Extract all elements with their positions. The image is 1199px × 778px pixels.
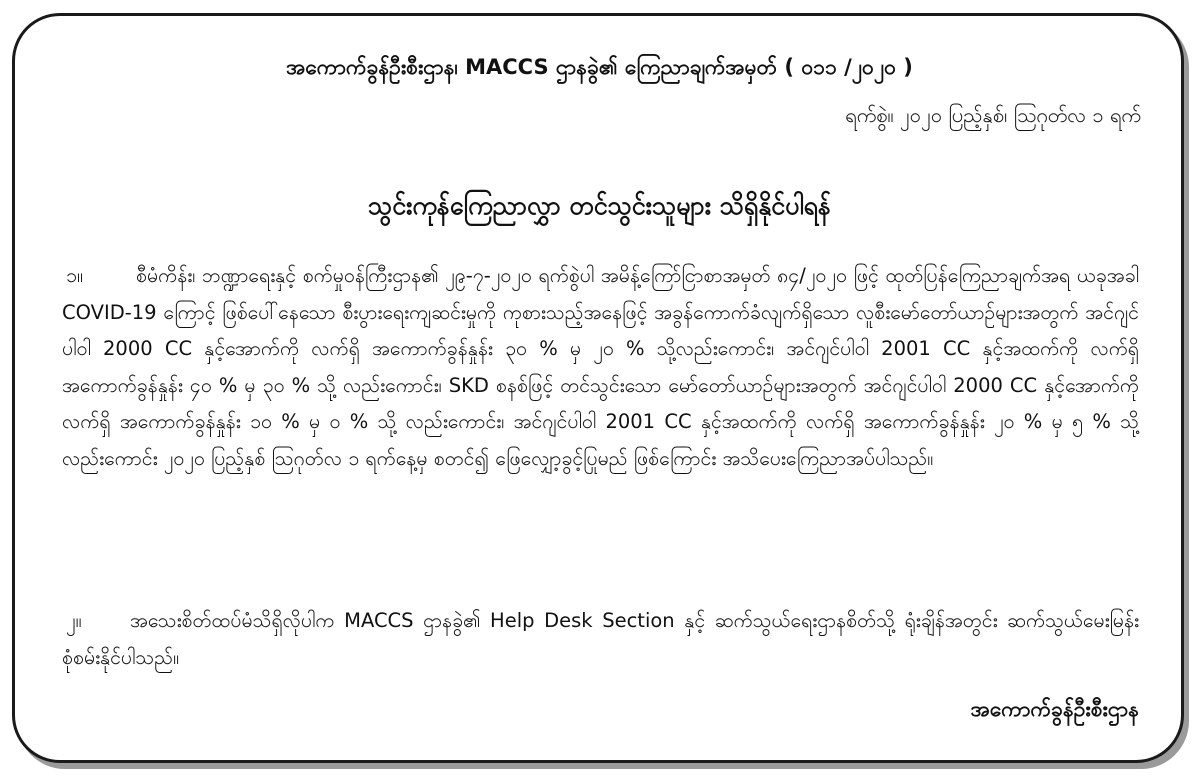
signature: အကောက်ခွန်ဦးစီးဌာန bbox=[970, 697, 1139, 721]
paragraph-1-text: စီမံကိန်း၊ ဘဏ္ဍာရေးနှင့် စက်မှုဝန်ကြီးဌာန၏ ၂၉-၇-၂၀၂၀ ရက်စွဲပါ အမိန့်ကြော်ငြာစာအမှတ် ၈၄/၂၀၂၀ ဖြင့် ထုတ်ပြန်ကြေညာချက်အရ ယခုအခါ COVID-19 ကြောင့် ဖြစ်ပေါ်နေသော စီးပွားရေးကျဆင်းမှုကို ကုစားသည့်အနေဖြင့် အခွန်ကောက်ခံလျက်ရှိသော လူစီးမော်တော်ယာဉ်များအတွက် အင်ဂျင်ပါဝါ 2000 CC နှင့်အောက်ကို လက်ရှိ အကောက်ခွန်နှုန်း ၃၀ % မှ ၂၀ % သို့လည်းကောင်း၊ အင်ဂျင်ပါဝါ 2001 CC နှင့်အထက်ကို လက်ရှိ အကောက်ခွန်နှုန်း ၄၀ % မှ ၃၀ % သို့ လည်းကောင်း၊ SKD စနစ်ဖြင့် တင်သွင်းသော မော်တော်ယာဉ်များအတွက် အင်ဂျင်ပါဝါ 2000 CC နှင့်အောက်ကို လက်ရှိ အကောက်ခွန်နှုန်း ၁၀ % မှ ၀ % သို့ လည်းကောင်း၊ အင်ဂျင်ပါဝါ 2001 CC နှင့်အထက်ကို လက်ရှိ အကောက်ခွန်နှုန်း ၂၀ % မှ ၅ % သို့ လည်းကောင်း ၂၀၂၀ ပြည့်နှစ် ဩဂုတ်လ ၁ ရက်နေ့မှ စတင်၍ ဖြေလျှော့ခွင့်ပြုမည် ဖြစ်ကြောင်း အသိပေးကြေညာအပ်ပါသည်။ bbox=[62, 264, 1139, 470]
paragraph-1-number: ၁။ bbox=[66, 264, 83, 287]
paragraph-1 bbox=[62, 258, 1139, 477]
paragraph-2-text: အသေးစိတ်ထပ်မံသိရှိလိုပါက MACCS ဌာနခွဲ၏ Help Desk Section နှင့် ဆက်သွယ်ရေးဌာနစိတ်သို့ ရုံးချိန်အတွင်း ဆက်သွယ်မေးမြန်း စုံစမ်းနိုင်ပါသည်။ bbox=[62, 609, 1139, 669]
announcement-header: အကောက်ခွန်ဦးစီးဌာန၊ MACCS ဌာနခွဲ၏ ကြေညာချက်အမှတ် ( ၀၁၁ /၂၀၂၀ ) bbox=[286, 55, 913, 79]
paragraph-2 bbox=[62, 603, 1139, 676]
announcement-date: ရက်စွဲ။ ၂၀၂၀ ပြည့်နှစ်၊ ဩဂုတ်လ ၁ ရက် bbox=[845, 103, 1141, 127]
announcement-subject: သွင်းကုန်ကြေညာလွှာ တင်သွင်းသူများ သိရှိနိုင်ပါရန် bbox=[368, 191, 831, 220]
paragraph-2-number: ၂။ bbox=[66, 609, 82, 632]
